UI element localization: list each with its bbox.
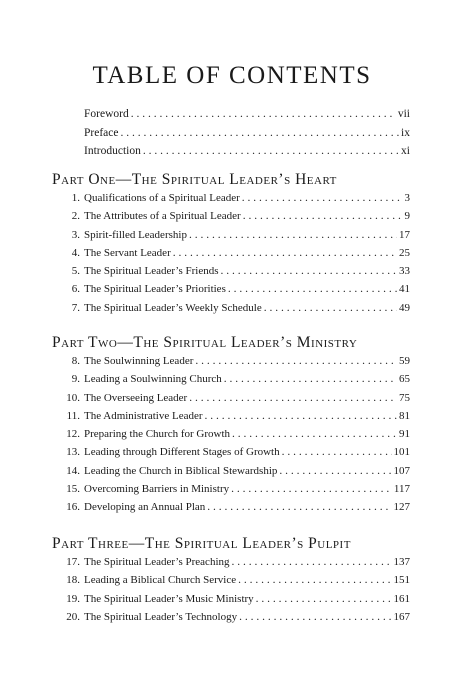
dot-leader [232, 556, 392, 568]
toc-chapter-entry[interactable] [52, 611, 410, 629]
chapter-number: 2. [71, 210, 80, 223]
part-two-chapter-list [52, 355, 410, 520]
chapter-number: 13. [66, 446, 80, 459]
toc-chapter-entry[interactable] [52, 229, 410, 247]
chapter-number: 10. [66, 391, 80, 404]
part-two-heading: Part Two—The Spiritual Leader’s Ministry [52, 334, 358, 351]
chapter-title: The Attributes of a Spiritual Leader [84, 210, 241, 223]
chapter-page: 9 [404, 210, 410, 223]
toc-chapter-entry[interactable] [52, 501, 410, 519]
toc-chapter-entry[interactable] [52, 302, 410, 320]
dot-leader [243, 210, 403, 222]
toc-entry-foreword[interactable] [84, 108, 410, 127]
dot-leader [282, 446, 392, 458]
chapter-page: 101 [393, 446, 410, 459]
chapter-number: 9. [71, 373, 80, 386]
toc-chapter-entry[interactable] [52, 355, 410, 373]
part-one-heading: Part One—The Spiritual Leader’s Heart [52, 171, 337, 188]
dot-leader [242, 192, 403, 204]
chapter-page: 65 [399, 373, 410, 386]
dot-leader [238, 574, 391, 586]
chapter-number: 18. [66, 574, 80, 587]
dot-leader [232, 428, 397, 440]
front-matter-list [84, 108, 410, 164]
dot-leader [205, 410, 397, 422]
chapter-title: Overcoming Barriers in Ministry [84, 483, 230, 496]
toc-chapter-entry[interactable] [52, 265, 410, 283]
toc-chapter-entry[interactable] [52, 210, 410, 228]
chapter-number: 17. [66, 556, 80, 568]
toc-chapter-entry[interactable] [52, 410, 410, 428]
part-three-heading: Part Three—The Spiritual Leader’s Pulpit [52, 535, 351, 552]
chapter-page: 137 [393, 556, 410, 568]
chapter-title: The Overseeing Leader [84, 391, 188, 404]
chapter-title: Leading the Church in Biblical Stewardship [84, 464, 278, 477]
toc-chapter-entry[interactable] [52, 428, 410, 446]
toc-chapter-entry[interactable] [52, 192, 410, 210]
chapter-title: The Spiritual Leader’s Music Ministry [84, 592, 254, 605]
entry-title: Introduction [84, 145, 141, 157]
toc-chapter-entry[interactable] [52, 483, 410, 501]
toc-entry-preface[interactable] [84, 127, 410, 146]
dot-leader [221, 265, 397, 277]
dot-leader [264, 302, 397, 314]
chapter-page: 33 [399, 265, 410, 278]
chapter-title: The Administrative Leader [84, 409, 203, 422]
chapter-number: 14. [66, 464, 80, 477]
chapter-page: 3 [404, 192, 410, 204]
entry-page: ix [401, 126, 410, 139]
chapter-title: The Spiritual Leader’s Preaching [84, 556, 230, 568]
dot-leader [228, 283, 397, 295]
chapter-number: 1. [71, 192, 80, 204]
chapter-page: 117 [393, 483, 410, 496]
part-three-chapter-list [52, 556, 410, 629]
toc-chapter-entry[interactable] [52, 247, 410, 265]
dot-leader [189, 392, 397, 404]
chapter-title: Developing an Annual Plan [84, 501, 206, 514]
chapter-title: The Spiritual Leader’s Priorities [84, 283, 226, 296]
entry-page: vii [397, 108, 410, 120]
dot-leader [224, 373, 397, 385]
chapter-page: 49 [399, 301, 410, 314]
chapter-title: The Servant Leader [84, 246, 171, 259]
chapter-title: Qualifications of a Spiritual Leader [84, 192, 240, 204]
chapter-number: 11. [66, 409, 80, 422]
chapter-title: Leading through Different Stages of Growth [84, 446, 280, 459]
chapter-page: 81 [399, 409, 410, 422]
toc-chapter-entry[interactable] [52, 446, 410, 464]
toc-chapter-entry[interactable] [52, 574, 410, 592]
chapter-number: 5. [71, 265, 80, 278]
dot-leader [256, 593, 392, 605]
chapter-title: The Spiritual Leader’s Weekly Schedule [84, 301, 262, 314]
chapter-page: 41 [399, 283, 410, 296]
chapter-page: 107 [393, 464, 410, 477]
dot-leader [131, 108, 396, 120]
chapter-title: The Spiritual Leader’s Friends [84, 265, 219, 278]
chapter-number: 7. [71, 301, 80, 314]
chapter-number: 3. [71, 228, 80, 241]
chapter-number: 8. [71, 355, 80, 367]
chapter-number: 12. [66, 428, 80, 441]
dot-leader [195, 355, 397, 367]
toc-chapter-entry[interactable] [52, 556, 410, 574]
page-title: TABLE OF CONTENTS [92, 62, 372, 89]
dot-leader [189, 229, 397, 241]
chapter-page: 17 [399, 228, 410, 241]
entry-title: Foreword [84, 108, 129, 120]
toc-chapter-entry[interactable] [52, 593, 410, 611]
chapter-number: 6. [71, 283, 80, 296]
dot-leader [143, 145, 399, 157]
chapter-title: Leading a Soulwinning Church [84, 373, 222, 386]
chapter-title: The Spiritual Leader’s Technology [84, 610, 238, 623]
chapter-page: 91 [399, 428, 410, 441]
chapter-title: Leading a Biblical Church Service [84, 574, 237, 587]
chapter-page: 25 [399, 246, 410, 259]
entry-page: xi [401, 145, 410, 157]
chapter-page: 127 [393, 501, 410, 514]
chapter-number: 15. [66, 483, 80, 496]
chapter-number: 20. [66, 610, 80, 623]
chapter-number: 16. [66, 501, 80, 514]
chapter-page: 75 [399, 391, 410, 404]
dot-leader [279, 465, 391, 477]
dot-leader [239, 611, 391, 623]
toc-entry-introduction[interactable] [84, 145, 410, 164]
toc-chapter-entry[interactable] [52, 373, 410, 391]
chapter-number: 19. [66, 592, 80, 605]
toc-chapter-entry[interactable] [52, 392, 410, 410]
chapter-title: Spirit-filled Leadership [84, 228, 187, 241]
dot-leader [207, 501, 391, 513]
chapter-title: Preparing the Church for Growth [84, 428, 231, 441]
chapter-page: 167 [393, 610, 410, 623]
dot-leader [120, 127, 399, 139]
chapter-page: 161 [393, 592, 410, 605]
chapter-page: 59 [399, 355, 410, 367]
part-one-chapter-list [52, 192, 410, 320]
entry-title: Preface [84, 126, 119, 139]
dot-leader [231, 483, 392, 495]
chapter-title: The Soulwinning Leader [84, 355, 194, 367]
chapter-page: 151 [393, 574, 410, 587]
toc-chapter-entry[interactable] [52, 283, 410, 301]
dot-leader [173, 247, 397, 259]
toc-chapter-entry[interactable] [52, 465, 410, 483]
chapter-number: 4. [71, 246, 80, 259]
